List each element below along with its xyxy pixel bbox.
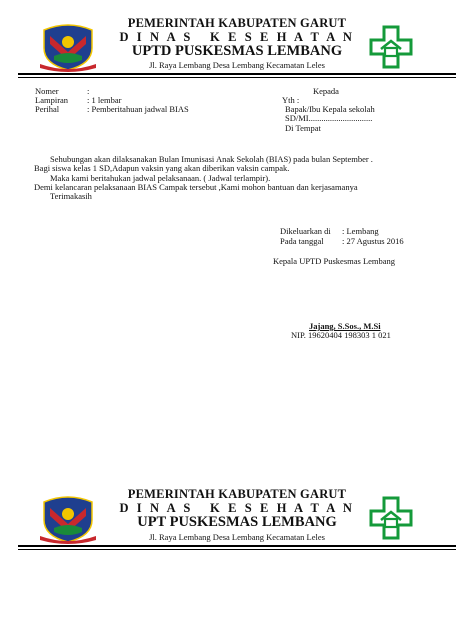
recipient-yth: Yth :: [282, 95, 300, 105]
body-paragraph-2: Bagi siswa kelas 1 SD,Adapun vaksin yang akan diberikan vaksin campak.: [34, 163, 290, 173]
signer-title: Kepala UPTD Puskesmas Lembang: [273, 256, 396, 266]
letterhead-bottom-rule-thick: [18, 545, 456, 547]
nomor-value: :: [87, 86, 90, 96]
recipient-kepada: Kepada: [313, 86, 339, 96]
dikeluarkan-label: Dikeluarkan di: [280, 226, 331, 236]
signer-nip: NIP. 19620404 198303 1 021: [291, 330, 391, 340]
recipient-line2: SD/MI..............................: [285, 113, 373, 123]
tanggal-value: : 27 Agustus 2016: [342, 236, 404, 246]
puskesmas-cross-logo-icon: [369, 496, 413, 540]
body-paragraph-4: Demi kelancaran pelaksanaan BIAS Campak tersebut ,Kami mohon bantuan dan kerjasamanya: [34, 182, 358, 192]
lampiran-label: Lampiran: [35, 95, 69, 105]
recipient-line3: Di Tempat: [285, 123, 321, 133]
letterhead-line1: PEMERINTAH KABUPATEN GARUT: [127, 16, 347, 30]
letterhead-line2: D I N A S K E S E H A T A N: [119, 30, 355, 44]
perihal-label: Perihal: [35, 104, 60, 114]
letterhead-rule-thin: [18, 77, 456, 78]
letterhead-bottom-line1: PEMERINTAH KABUPATEN GARUT: [127, 487, 347, 501]
nomor-label: Nomer: [35, 86, 59, 96]
tanggal-label: Pada tanggal: [280, 236, 324, 246]
letterhead-bottom-address: Jl. Raya Lembang Desa Lembang Kecamatan Leles: [149, 532, 325, 542]
signer-name: Jajang, S.Sos., M.Si: [309, 321, 381, 331]
body-paragraph-5: Terimakasih: [50, 191, 92, 201]
letterhead-bottom-line3: UPT PUSKESMAS LEMBANG: [137, 514, 337, 530]
perihal-value: : Pemberitahuan jadwal BIAS: [87, 104, 189, 114]
body-paragraph-1: Sehubungan akan dilaksanakan Bulan Imunisasi Anak Sekolah (BIAS) pada bulan September .: [50, 154, 373, 164]
lampiran-value: : 1 lembar: [87, 95, 122, 105]
letterhead-bottom-line2: D I N A S K E S E H A T A N: [119, 501, 355, 515]
body-paragraph-3: Maka kami beritahukan jadwal pelaksanaan. ( Jadwal terlampir).: [50, 173, 271, 183]
puskesmas-cross-logo-icon: [369, 25, 413, 69]
letterhead-address: Jl. Raya Lembang Desa Lembang Kecamatan Leles: [149, 60, 325, 70]
letterhead-line3: UPTD PUSKESMAS LEMBANG: [131, 43, 343, 59]
letterhead-bottom-rule-thin: [18, 549, 456, 550]
recipient-line1: Bapak/Ibu Kepala sekolah: [285, 104, 375, 114]
dikeluarkan-value: : Lembang: [342, 226, 379, 236]
letterhead-rule-thick: [18, 73, 456, 75]
